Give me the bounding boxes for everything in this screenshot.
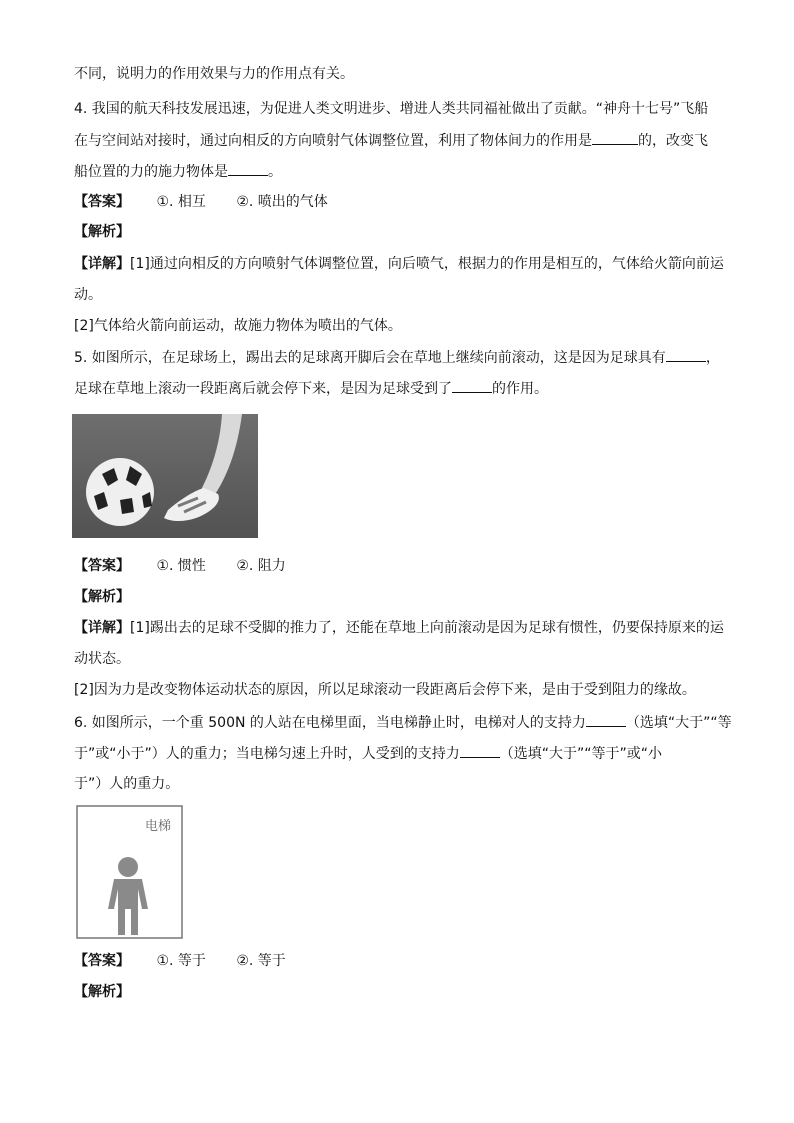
q4-text-line-3: [74, 161, 282, 182]
answer-2: ②. 阻力: [236, 558, 286, 574]
q4-blank-2: [228, 161, 268, 176]
q4-text-line-2: [74, 130, 708, 151]
q4-text-2a: 在与空间站对接时，通过向相反的方向喷射气体调整位置，利用了物体间力的作用是: [74, 133, 592, 149]
detail-tag: 【详解】: [74, 620, 130, 636]
q5-blank-2: [452, 378, 492, 393]
answer-tag: 【答案】: [74, 194, 130, 210]
answer-2: ②. 等于: [236, 953, 286, 969]
intro-line: 不同，说明力的作用效果与力的作用点有关。: [74, 66, 354, 82]
elevator-label: 电梯: [144, 819, 171, 834]
q5-text-1a: 5. 如图所示，在足球场上，踢出去的足球离开脚后会在草地上继续向前滚动，这是因为足球具有: [74, 350, 666, 366]
q5-detail-line-2: [2]因为力是改变物体运动状态的原因，所以足球滚动一段距离后会停下来，是由于受到阻力的缘故。: [74, 682, 696, 698]
q6-text-line-1: [74, 712, 732, 733]
elevator-figure: [76, 805, 183, 939]
q5-detail-line-1b: 动状态。: [74, 651, 130, 667]
q4-text-3b: 。: [268, 164, 282, 180]
answer-tag: 【答案】: [74, 953, 130, 969]
q6-text-1a: 6. 如图所示，一个重 500N 的人站在电梯里面，当电梯静止时，电梯对人的支持力: [74, 715, 586, 731]
answer-1: ①. 惯性: [156, 558, 206, 574]
answer-tag: 【答案】: [74, 558, 130, 574]
q6-text-line-3: 于”）人的重力。: [74, 776, 180, 792]
q5-blank-1: [666, 347, 706, 362]
detail-tag: 【详解】: [74, 256, 130, 272]
answer-2: ②. 喷出的气体: [236, 194, 328, 210]
q4-text-3a: 船位置的力的施力物体是: [74, 164, 228, 180]
q6-blank-1: [586, 712, 626, 727]
q6-blank-2: [460, 743, 500, 758]
q6-text-1b: （选填“大于”“等: [625, 715, 732, 731]
answer-1: ①. 等于: [156, 953, 206, 969]
q5-text-2b: 的作用。: [492, 381, 548, 397]
q4-detail-line-1b: 动。: [74, 287, 102, 303]
soccer-photo: [72, 414, 258, 538]
q5-text-line-2: [74, 378, 548, 399]
q5-answer: [74, 556, 286, 576]
q4-detail-line-1: [74, 254, 724, 274]
q6-text-2a: 于”或“小于”）人的重力；当电梯匀速上升时，人受到的支持力: [74, 746, 460, 762]
q5-text-1b: ，: [705, 350, 720, 366]
detail-text: [1]通过向相反的方向喷射气体调整位置，向后喷气，根据力的作用是相互的，气体给火箭向前运: [130, 256, 724, 272]
q6-text-line-2: [74, 743, 662, 764]
q4-text-2b: 的，改变飞: [638, 133, 708, 149]
q5-text-2a: 足球在草地上滚动一段距离后就会停下来，是因为足球受到了: [74, 381, 452, 397]
q6-text-2b: （选填“大于”“等于”或“小: [499, 746, 663, 762]
q4-detail-line-2: [2]气体给火箭向前运动，故施力物体为喷出的气体。: [74, 318, 402, 334]
q4-analysis-tag: 【解析】: [74, 224, 130, 240]
q6-answer: [74, 951, 286, 971]
q4-text-line-1: 4. 我国的航天科技发展迅速，为促进人类文明进步、增进人类共同福祉做出了贡献。“神舟十七号”飞船: [74, 101, 709, 117]
answer-1: ①. 相互: [156, 194, 206, 210]
q5-analysis-tag: 【解析】: [74, 589, 130, 605]
q6-analysis-tag: 【解析】: [74, 984, 130, 1000]
detail-text: [1]踢出去的足球不受脚的推力了，还能在草地上向前滚动是因为足球有惯性，仍要保持原来的运: [130, 620, 724, 636]
q4-blank-1: [592, 130, 638, 145]
q5-text-line-1: [74, 347, 720, 368]
q4-answer: [74, 192, 328, 212]
q5-detail-line-1: [74, 618, 724, 638]
